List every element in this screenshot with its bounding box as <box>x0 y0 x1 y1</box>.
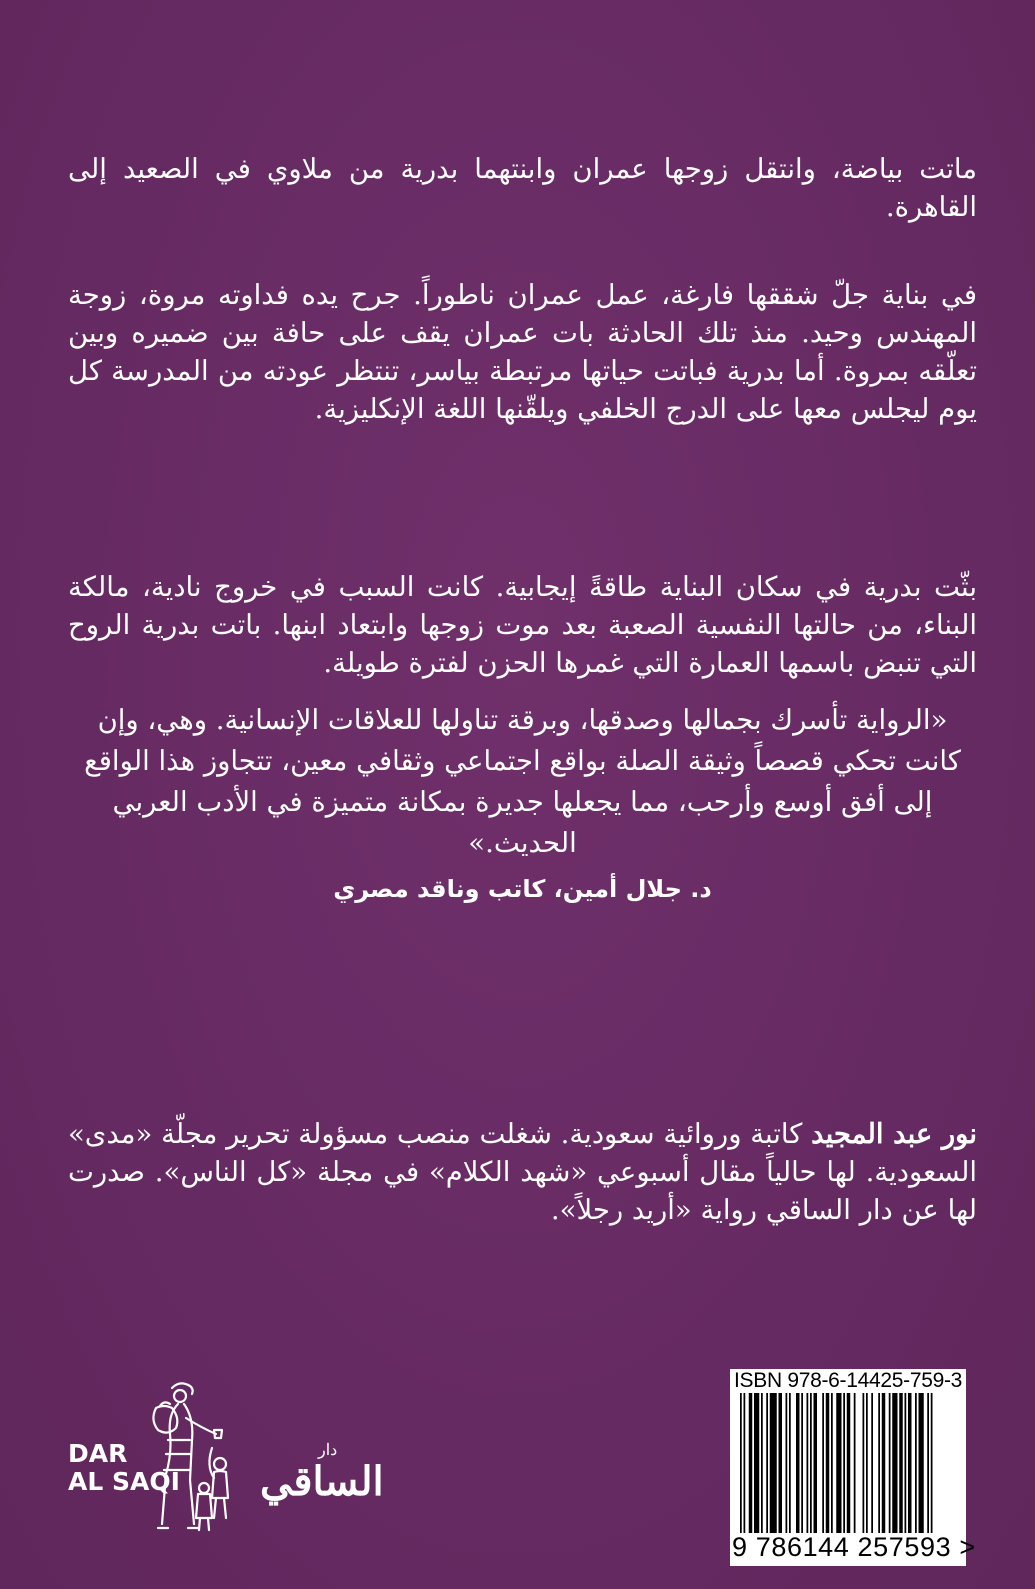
barcode-bar <box>826 1393 830 1533</box>
barcode-bar <box>843 1393 845 1533</box>
publisher-name-ar: الساقي <box>260 1458 384 1505</box>
publisher-dar-ar: دار <box>318 1440 338 1459</box>
synopsis-text-2: في بناية جلّ شققها فارغة، عمل عمران ناطوراً. جرح يده فداوته مروة، زوجة المهندس وحيد. منذ تلك الحادثة بات عمران يقف على حافة بين ضميره وبين تعلّقه بمروة. أما بدرية فباتت حياتها مرتبطة بياسر، تنتظر عودته من المدرسة كل يوم ليجلس معها على الدرج الخلفي ويلقّنها اللغة الإنكليزية. <box>68 279 977 425</box>
barcode-bar <box>786 1393 788 1533</box>
review-attribution: د. جلال أمين، كاتب وناقد مصري <box>333 875 712 903</box>
barcode-bars <box>734 1393 956 1533</box>
barcode-bar <box>863 1393 865 1533</box>
barcode-bar <box>905 1393 907 1533</box>
barcode-bar <box>807 1393 809 1533</box>
barcode-bar <box>770 1393 777 1533</box>
barcode-bar <box>810 1393 812 1533</box>
synopsis-paragraph-2 <box>68 276 977 428</box>
synopsis-paragraph-3 <box>68 568 977 682</box>
isbn-label: ISBN 978-6-14425-759-3 <box>734 1369 963 1392</box>
barcode-bar <box>889 1393 891 1533</box>
author-bio-body: كاتبة وروائية سعودية. شغلت منصب مسؤولة تحرير مجلّة «مدى» السعودية. لها حالياً مقال أسبوعي «شهد الكلام» في مجلة «كل الناس». صدرت لها عن دار الساقي رواية «أريد رجلاً». <box>67 1118 977 1226</box>
review-quote: «الرواية تأسرك بجمالها وصدقها، وبرقة تناولها للعلاقات الإنسانية. وهي، وإن كانت تحكي قصصاً وثيقة الصلة بواقع اجتماعي وثقافي معين، تتجاوز هذا الواقع إلى أفق أوسع وأرحب، مما يجعلها جديرة بمكانة متميزة في الأدب العربي الحديث.» <box>84 704 961 859</box>
barcode-bar <box>882 1393 886 1533</box>
barcode-bar <box>796 1393 800 1533</box>
author-name: نور عبد المجيد <box>811 1118 977 1150</box>
barcode-bar <box>766 1393 768 1533</box>
barcode-bar <box>854 1393 856 1533</box>
barcode-bar <box>847 1393 851 1533</box>
barcode-bar <box>831 1393 833 1533</box>
barcode-bar <box>814 1393 818 1533</box>
review-quote-block <box>68 700 977 906</box>
barcode-bar <box>878 1393 880 1533</box>
isbn-barcode <box>730 1369 976 1566</box>
barcode-bar <box>822 1393 824 1533</box>
barcode-bar <box>740 1393 742 1533</box>
synopsis-text-3: بثّت بدرية في سكان البناية طاقةً إيجابية. كانت السبب في خروج نادية، مالكة البناء، من حالتها النفسية الصعبة بعد موت زوجها وابتعاد ابنها. باتت بدرية الروح التي تنبض باسمها العمارة التي غمرها الحزن لفترة طويلة. <box>68 571 977 679</box>
barcode-bar <box>931 1393 933 1533</box>
barcode-bar <box>749 1393 753 1533</box>
barcode-bar <box>789 1393 791 1533</box>
barcode-bar <box>744 1393 746 1533</box>
barcode-bar <box>779 1393 783 1533</box>
barcode-bar <box>899 1393 903 1533</box>
publisher-logo <box>60 1378 384 1548</box>
barcode-bar <box>761 1393 763 1533</box>
publisher-name-en-line2: AL SAQI <box>68 1467 180 1496</box>
synopsis-text-1: ماتت بياضة، وانتقل زوجها عمران وابنتهما بدرية من ملاوي في الصعيد إلى القاهرة. <box>68 153 977 223</box>
barcode-bar <box>836 1393 841 1533</box>
barcode-bar <box>919 1393 924 1533</box>
author-bio-text <box>68 1115 977 1229</box>
barcode-bar <box>915 1393 917 1533</box>
barcode-bar <box>866 1393 868 1533</box>
barcode-bar <box>908 1393 912 1533</box>
author-bio <box>68 1115 977 1229</box>
publisher-name-en-line1: DAR <box>68 1439 128 1468</box>
synopsis-paragraph-1 <box>68 150 977 226</box>
ean-digits: 9 786144 257593 > <box>732 1532 976 1562</box>
barcode-bar <box>754 1393 759 1533</box>
barcode-bar <box>871 1393 873 1533</box>
barcode-bar <box>801 1393 803 1533</box>
barcode-bar <box>927 1393 929 1533</box>
barcode-bar <box>892 1393 897 1533</box>
water-carrier-figure-icon <box>134 1378 254 1538</box>
